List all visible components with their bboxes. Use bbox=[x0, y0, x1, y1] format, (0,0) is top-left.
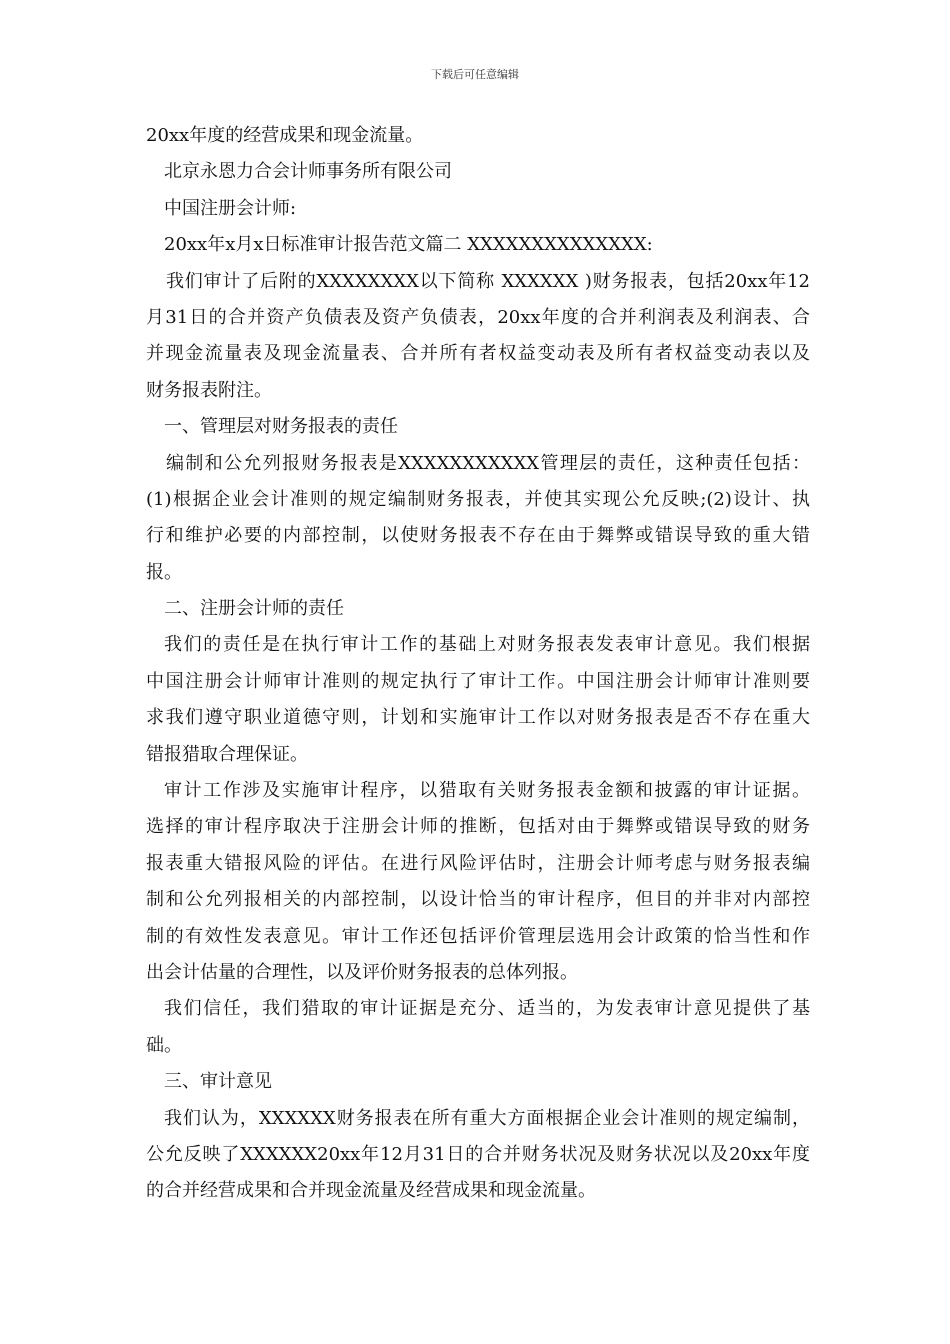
date-and-addressee: 20xx年x月x日标准审计报告范文篇二 XXXXXXXXXXXXXX: bbox=[164, 234, 653, 256]
paragraph-line: 我们审计了后附的XXXXXXXX以下简称 XXXXXX )财务报表，包括20xx年12 bbox=[166, 270, 810, 292]
paragraph-line: 审计工作涉及实施审计程序，以猎取有关财务报表金额和披露的审计证据。 bbox=[164, 780, 810, 802]
paragraph-line: 错报猎取合理保证。 bbox=[146, 743, 308, 765]
paragraph-line: 选择的审计程序取决于注册会计师的推断，包括对由于舞弊或错误导致的财务 bbox=[146, 816, 810, 838]
paragraph-line: 财务报表附注。 bbox=[146, 379, 272, 401]
paragraph-line: 我们信任，我们猎取的审计证据是充分、适当的，为发表审计意见提供了基 bbox=[164, 998, 810, 1020]
paragraph-line: 报。 bbox=[146, 561, 182, 583]
paragraph-line: 并现金流量表及现金流量表、合并所有者权益变动表及所有者权益变动表以及 bbox=[146, 343, 810, 365]
section-heading: 二、注册会计师的责任 bbox=[164, 598, 344, 620]
paragraph-line: (1)根据企业会计准则的规定编制财务报表，并使其实现公允反映;(2)设计、执 bbox=[146, 488, 810, 510]
section-heading: 三、审计意见 bbox=[164, 1071, 272, 1093]
firm-name: 北京永恩力合会计师事务所有限公司 bbox=[164, 161, 452, 183]
paragraph-line: 报表重大错报风险的评估。在进行风险评估时，注册会计师考虑与财务报表编 bbox=[146, 852, 810, 874]
paragraph-line: 制和公允列报相关的内部控制，以设计恰当的审计程序，但目的并非对内部控 bbox=[146, 889, 810, 911]
paragraph-line: 础。 bbox=[146, 1034, 182, 1056]
paragraph-line: 的合并经营成果和合并现金流量及经营成果和现金流量。 bbox=[146, 1180, 596, 1202]
paragraph-line: 求我们遵守职业道德守则，计划和实施审计工作以对财务报表是否不存在重大 bbox=[146, 707, 810, 729]
paragraph-line: 编制和公允列报财务报表是XXXXXXXXXXX管理层的责任，这种责任包括： bbox=[166, 452, 810, 474]
paragraph-line: 20xx年度的经营成果和现金流量。 bbox=[146, 125, 424, 146]
document-body bbox=[146, 118, 810, 1210]
paragraph-line: 出会计估量的合理性，以及评价财务报表的总体列报。 bbox=[146, 961, 578, 983]
paragraph-line: 中国注册会计师审计准则的规定执行了审计工作。中国注册会计师审计准则要 bbox=[146, 670, 810, 692]
cpa-signature-label: 中国注册会计师: bbox=[164, 197, 297, 219]
paragraph-line: 制的有效性发表意见。审计工作还包括评价管理层选用会计政策的恰当性和作 bbox=[146, 925, 810, 947]
paragraph-line: 月31日的合并资产负债表及资产负债表，20xx年度的合并利润表及利润表、合 bbox=[146, 306, 810, 328]
paragraph-line: 我们的责任是在执行审计工作的基础上对财务报表发表审计意见。我们根据 bbox=[164, 634, 810, 656]
paragraph-line: 我们认为，XXXXXX财务报表在所有重大方面根据企业会计准则的规定编制， bbox=[164, 1107, 810, 1129]
paragraph-line: 公允反映了XXXXXX20xx年12月31日的合并财务状况及财务状况以及20xx年度 bbox=[146, 1143, 810, 1165]
header-note: 下载后可任意编辑 bbox=[431, 68, 519, 81]
section-heading: 一、管理层对财务报表的责任 bbox=[164, 416, 398, 438]
paragraph-line: 行和维护必要的内部控制，以使财务报表不存在由于舞弊或错误导致的重大错 bbox=[146, 525, 810, 547]
